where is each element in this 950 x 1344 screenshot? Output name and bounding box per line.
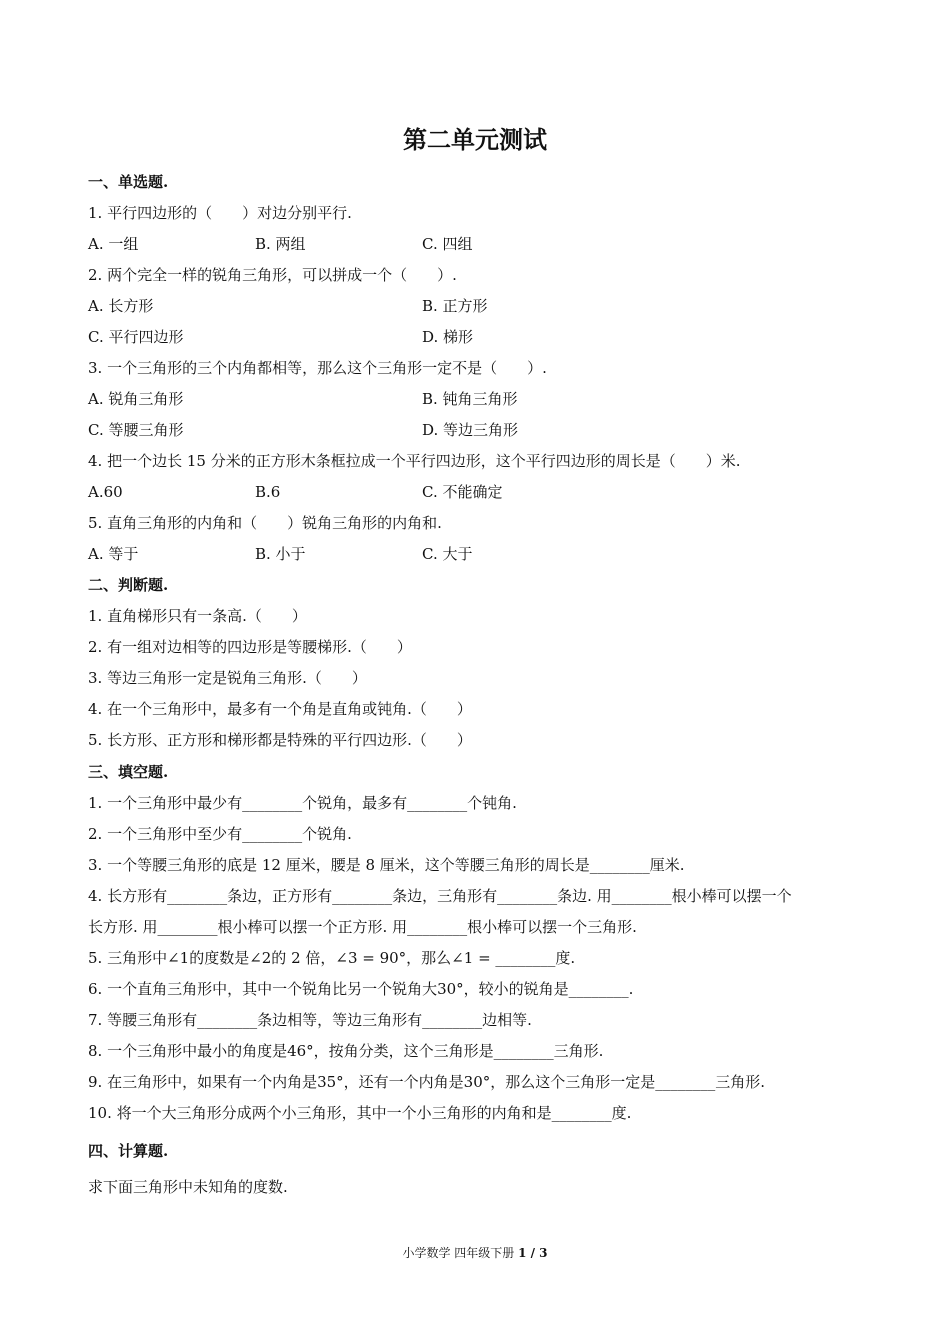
- section-heading-calculation: 四、计算题.: [88, 1142, 169, 1160]
- judge-item: 5. 长方形、正方形和梯形都是特殊的平行四边形.（ ）: [88, 731, 472, 749]
- judge-item: 3. 等边三角形一定是锐角三角形.（ ）: [88, 669, 367, 687]
- question-4: 4. 把一个边长 15 分米的正方形木条框拉成一个平行四边形，这个平行四边形的周长是（ ）米.: [88, 452, 741, 470]
- judge-item: 1. 直角梯形只有一条高.（ ）: [88, 607, 307, 625]
- option-b: B.6: [255, 483, 281, 501]
- option-c: C. 大于: [422, 545, 473, 563]
- calculation-instruction: 求下面三角形中未知角的度数.: [88, 1178, 288, 1196]
- option-b: B. 小于: [255, 545, 306, 563]
- fill-item: 10. 将一个大三角形分成两个小三角形，其中一个小三角形的内角和是________度.: [88, 1104, 632, 1122]
- option-c: C. 不能确定: [422, 483, 503, 501]
- fill-item: 7. 等腰三角形有________条边相等，等边三角形有________边相等.: [88, 1011, 532, 1029]
- page-number: 1 / 3: [518, 1246, 548, 1260]
- question-2: 2. 两个完全一样的锐角三角形，可以拼成一个（ ）.: [88, 266, 457, 284]
- judge-item: 4. 在一个三角形中，最多有一个角是直角或钝角.（ ）: [88, 700, 472, 718]
- fill-item: 4. 长方形有________条边，正方形有________条边，三角形有________条边. 用________根小棒可以摆一个: [88, 887, 792, 905]
- footer-label: 小学数学 四年级下册: [402, 1246, 519, 1260]
- option-c: C. 平行四边形: [88, 328, 184, 346]
- question-3: 3. 一个三角形的三个内角都相等，那么这个三角形一定不是（ ）.: [88, 359, 547, 377]
- fill-item: 6. 一个直角三角形中，其中一个锐角比另一个锐角大30°，较小的锐角是________.: [88, 980, 634, 998]
- fill-item: 9. 在三角形中，如果有一个内角是35°，还有一个内角是30°，那么这个三角形一定是________三角形.: [88, 1073, 766, 1091]
- option-a: A. 等于: [88, 545, 139, 563]
- fill-item: 1. 一个三角形中最少有________个锐角，最多有________个钝角.: [88, 794, 517, 812]
- option-a: A. 一组: [88, 235, 139, 253]
- question-1: 1. 平行四边形的（ ）对边分别平行.: [88, 204, 352, 222]
- option-a: A.60: [88, 483, 123, 501]
- fill-item: 2. 一个三角形中至少有________个锐角.: [88, 825, 352, 843]
- section-heading-single-choice: 一、单选题.: [88, 173, 169, 191]
- fill-item-continued: 长方形. 用________根小棒可以摆一个正方形. 用________根小棒可以摆一个三角形.: [88, 918, 637, 936]
- option-d: D. 梯形: [422, 328, 474, 346]
- page-footer: [0, 1245, 950, 1261]
- page-title: 第二单元测试: [403, 125, 547, 154]
- option-b: B. 钝角三角形: [422, 390, 518, 408]
- judge-item: 2. 有一组对边相等的四边形是等腰梯形.（ ）: [88, 638, 412, 656]
- section-heading-true-false: 二、判断题.: [88, 576, 169, 594]
- option-b: B. 正方形: [422, 297, 488, 315]
- fill-item: 3. 一个等腰三角形的底是 12 厘米，腰是 8 厘米，这个等腰三角形的周长是________厘米.: [88, 856, 685, 874]
- option-a: A. 锐角三角形: [88, 390, 184, 408]
- option-d: D. 等边三角形: [422, 421, 519, 439]
- question-5: 5. 直角三角形的内角和（ ）锐角三角形的内角和.: [88, 514, 442, 532]
- fill-item: 8. 一个三角形中最小的角度是46°，按角分类，这个三角形是________三角形.: [88, 1042, 604, 1060]
- fill-item: 5. 三角形中∠1的度数是∠2的 2 倍，∠3 = 90°，那么∠1 = ________度.: [88, 949, 576, 967]
- option-c: C. 等腰三角形: [88, 421, 184, 439]
- option-a: A. 长方形: [88, 297, 154, 315]
- section-heading-fill-blank: 三、填空题.: [88, 763, 169, 781]
- option-b: B. 两组: [255, 235, 306, 253]
- option-c: C. 四组: [422, 235, 473, 253]
